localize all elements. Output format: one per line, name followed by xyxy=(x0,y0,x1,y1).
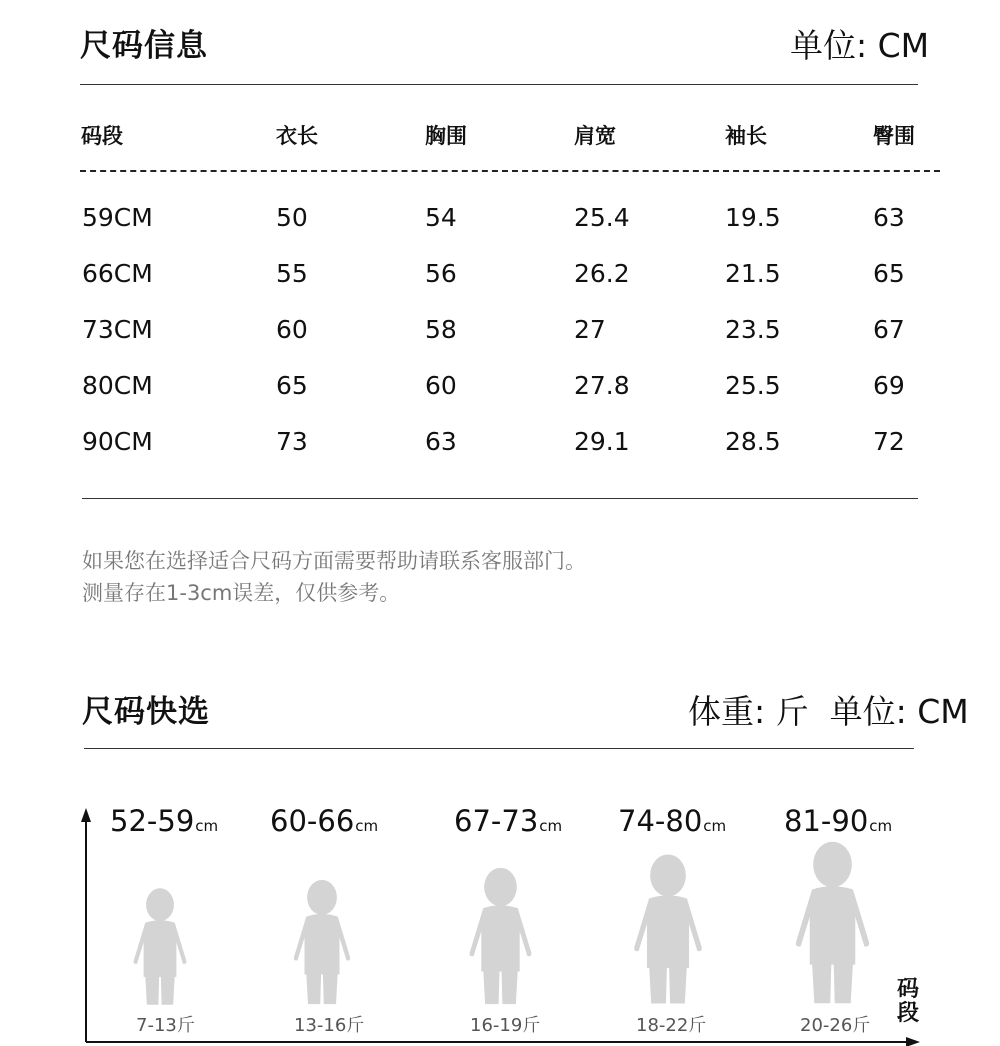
size-range-label: 52-59cm xyxy=(110,804,219,838)
cell-hip: 72 xyxy=(873,427,905,456)
child-silhouette-icon xyxy=(787,837,878,1008)
cell-size: 59CM xyxy=(82,203,153,232)
size-info-title: 尺码信息 xyxy=(80,28,208,64)
size-range-label: 60-66cm xyxy=(270,804,379,838)
col-header-sleeve: 袖长 xyxy=(725,124,767,148)
weight-range-label: 7-13斤 xyxy=(136,1015,195,1036)
cell-sleeve: 28.5 xyxy=(725,427,781,456)
cell-hip: 67 xyxy=(873,315,905,344)
cell-chest: 63 xyxy=(425,427,457,456)
cell-shoulder: 26.2 xyxy=(574,259,630,288)
cell-chest: 54 xyxy=(425,203,457,232)
cell-length: 55 xyxy=(276,259,308,288)
col-header-chest: 胸围 xyxy=(425,124,467,148)
col-header-shoulder: 肩宽 xyxy=(574,124,616,148)
quick-select-unit: 体重: 斤 单位: CM xyxy=(688,692,969,731)
cell-shoulder: 25.4 xyxy=(574,203,630,232)
cell-length: 50 xyxy=(276,203,308,232)
cell-shoulder: 27.8 xyxy=(574,371,630,400)
cell-sleeve: 19.5 xyxy=(725,203,781,232)
cell-sleeve: 25.5 xyxy=(725,371,781,400)
col-header-size: 码段 xyxy=(81,124,123,148)
child-silhouette-icon xyxy=(287,876,357,1008)
size-info-unit: 单位: CM xyxy=(790,26,930,65)
cell-length: 73 xyxy=(276,427,308,456)
cell-sleeve: 21.5 xyxy=(725,259,781,288)
cell-shoulder: 27 xyxy=(574,315,606,344)
cell-length: 60 xyxy=(276,315,308,344)
weight-range-label: 20-26斤 xyxy=(800,1015,871,1036)
cell-hip: 63 xyxy=(873,203,905,232)
cell-hip: 69 xyxy=(873,371,905,400)
x-axis-arrow xyxy=(906,1037,920,1046)
col-header-length: 衣长 xyxy=(276,124,318,148)
cell-size: 66CM xyxy=(82,259,153,288)
help-note: 如果您在选择适合尺码方面需要帮助请联系客服部门。 xyxy=(82,549,586,573)
x-axis-label: 码 段 xyxy=(896,977,919,1026)
size-range-label: 74-80cm xyxy=(618,804,727,838)
cell-size: 80CM xyxy=(82,371,153,400)
cell-size: 73CM xyxy=(82,315,153,344)
cell-chest: 56 xyxy=(425,259,457,288)
cell-sleeve: 23.5 xyxy=(725,315,781,344)
weight-range-label: 16-19斤 xyxy=(470,1015,541,1036)
weight-range-label: 13-16斤 xyxy=(294,1015,365,1036)
cell-length: 65 xyxy=(276,371,308,400)
size-range-label: 81-90cm xyxy=(784,804,893,838)
col-header-hip: 臀围 xyxy=(873,124,915,148)
child-silhouette-icon xyxy=(462,864,539,1008)
y-axis-arrow xyxy=(81,808,91,822)
child-silhouette-icon xyxy=(626,850,710,1008)
error-note: 测量存在1-3cm误差，仅供参考。 xyxy=(82,581,401,605)
cell-size: 90CM xyxy=(82,427,153,456)
cell-chest: 58 xyxy=(425,315,457,344)
cell-shoulder: 29.1 xyxy=(574,427,630,456)
child-silhouette-icon xyxy=(127,885,193,1008)
cell-hip: 65 xyxy=(873,259,905,288)
size-range-label: 67-73cm xyxy=(454,804,563,838)
weight-range-label: 18-22斤 xyxy=(636,1015,707,1036)
quick-select-title: 尺码快选 xyxy=(82,694,210,730)
cell-chest: 60 xyxy=(425,371,457,400)
